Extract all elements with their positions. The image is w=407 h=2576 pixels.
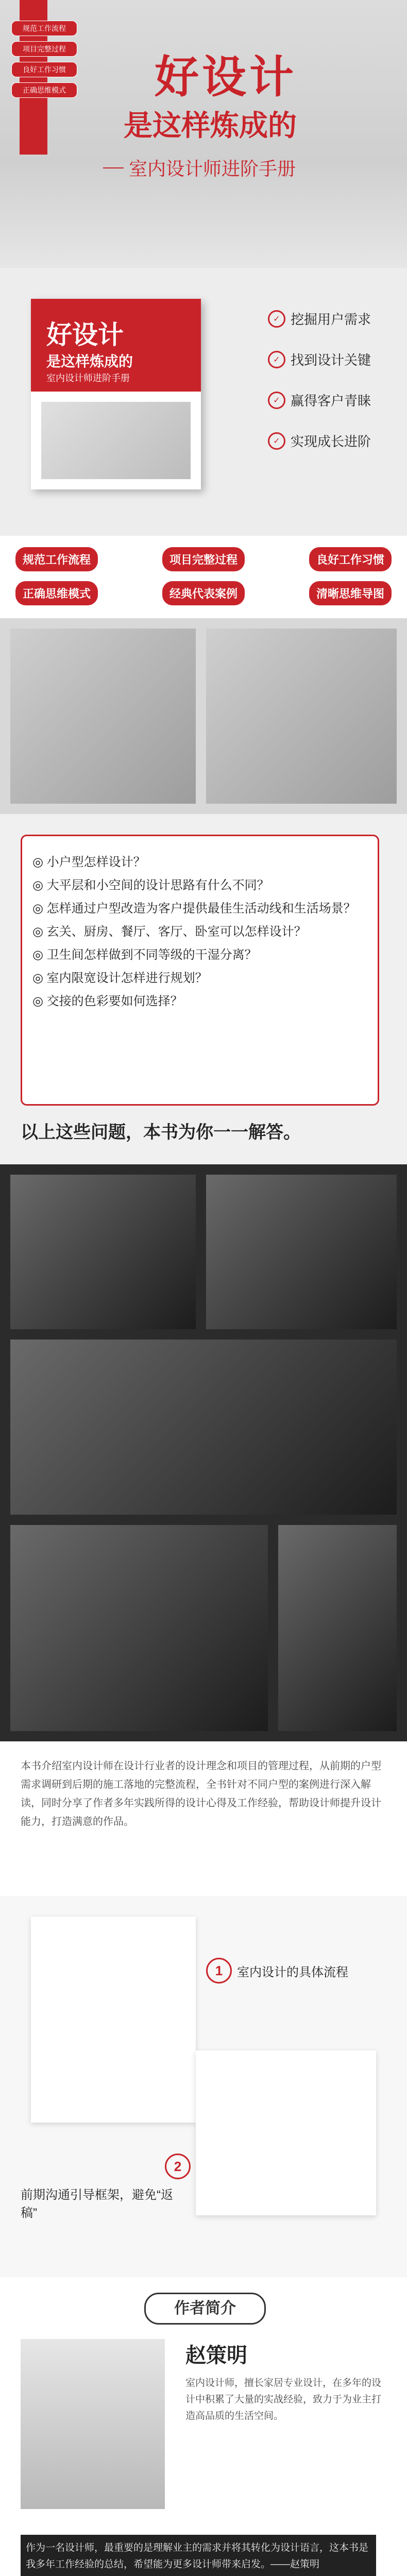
- flow-label: 室内设计的具体流程: [237, 1965, 348, 1979]
- author-name: 赵策明: [185, 2344, 247, 2367]
- qa-item: ◎ 卫生间怎样做到不同等级的干湿分离？: [32, 948, 257, 962]
- feature-item: [268, 431, 371, 450]
- interior-image: [10, 629, 196, 804]
- qa-section: [0, 814, 407, 1164]
- feature-item: [268, 309, 371, 328]
- author-section: [0, 2277, 407, 2576]
- check-icon: ✓: [268, 432, 285, 450]
- hero-section: [0, 0, 407, 268]
- hero-subtitle: 是这样炼成的: [124, 110, 297, 142]
- room-image: [10, 1175, 196, 1329]
- cover-series: 室内设计师进阶手册: [46, 373, 130, 383]
- interior-section: [0, 618, 407, 814]
- qa-item: ◎ 玄关、厨房、餐厅、客厅、卧室可以怎样设计？: [32, 925, 307, 939]
- flowchart-card: [31, 1917, 196, 2123]
- hero-tags: [11, 21, 89, 103]
- pill-tag: 经典代表案例: [162, 581, 245, 605]
- intro-section: [0, 1741, 407, 1896]
- author-quote: 作为一名设计师，最重要的是理解业主的需求并将其转化为设计语言，这本书是我多年工作经验的总结，希望能为更多设计师带来启发。——赵策明: [21, 2535, 376, 2576]
- mindmap-card: [196, 2050, 376, 2215]
- feature-item: [268, 350, 371, 369]
- qa-item: ◎ 室内限宽设计怎样进行规划？: [32, 971, 208, 985]
- room-image: [206, 1175, 397, 1329]
- book-cover: [31, 299, 201, 489]
- qa-item: ◎ 交接的色彩要如何选择？: [32, 994, 183, 1008]
- feature-item: [268, 391, 371, 410]
- hero-tag: 正确思维模式: [11, 82, 77, 98]
- interior-image: [206, 629, 397, 804]
- feature-label: 实现成长进阶: [291, 434, 371, 449]
- qa-item: ◎ 大平层和小空间的设计思路有什么不同？: [32, 878, 269, 892]
- feature-label: 赢得客户青睐: [291, 393, 371, 409]
- pill-ribbon: [0, 536, 407, 618]
- pill-row-1: [15, 547, 392, 571]
- cover-photo: [41, 402, 191, 479]
- step-number: 2: [165, 2154, 191, 2179]
- cover-title: 好设计: [46, 320, 124, 349]
- qa-item: ◎ 怎样通过户型改造为客户提供最佳生活动线和生活场景？: [32, 902, 356, 916]
- hero-divider: [103, 167, 124, 168]
- cover-subtitle: 是这样炼成的: [46, 353, 133, 369]
- rooms-section: [0, 1164, 407, 1741]
- hero-book-name: 室内设计师进阶手册: [129, 159, 296, 179]
- flow-label: 前期沟通引导框架，避免“返稿”: [21, 2188, 173, 2220]
- intro-text: 本书介绍室内设计师在设计行业者的设计理念和项目的管理过程，从前期的户型需求调研到后期的施工落地的完整流程，全书针对不同户型的案例进行深入解读，同时分享了作者多年实践所得的设计心得及工作经验，帮助设计师提升设计能力，打造满意的作品。: [21, 1760, 381, 1827]
- pill-tag: 项目完整过程: [162, 547, 245, 571]
- pill-tag: 规范工作流程: [15, 547, 98, 571]
- check-icon: ✓: [268, 310, 285, 328]
- author-photo: [21, 2339, 165, 2509]
- check-icon: ✓: [268, 392, 285, 409]
- flow-section: [0, 1896, 407, 2277]
- hero-title: 好设计: [155, 53, 297, 102]
- pill-tag: 正确思维模式: [15, 581, 98, 605]
- pill-tag: 清晰思维导图: [309, 581, 392, 605]
- author-heading: 作者简介: [144, 2293, 266, 2325]
- room-image: [10, 1340, 397, 1515]
- room-image: [10, 1525, 268, 1731]
- pill-row-2: [15, 581, 392, 605]
- check-icon: ✓: [268, 351, 285, 368]
- feature-list: [268, 309, 371, 472]
- qa-frame: [21, 835, 379, 1106]
- book-section: [0, 268, 407, 536]
- hero-tag: 良好工作习惯: [11, 62, 77, 77]
- author-bio: 室内设计师，擅长家居专业设计，在多年的设计中积累了大量的实战经验，致力于为业主打造高品质的生活空间。: [185, 2378, 382, 2421]
- feature-label: 找到设计关键: [291, 352, 371, 368]
- feature-label: 挖掘用户需求: [291, 312, 371, 327]
- step-number: 1: [206, 1958, 232, 1984]
- qa-item: ◎ 小户型怎样设计？: [32, 855, 146, 869]
- qa-conclusion: 以上这些问题，本书为你一一解答。: [21, 1123, 301, 1142]
- pill-tag: 良好工作习惯: [309, 547, 392, 571]
- hero-tag: 规范工作流程: [11, 21, 77, 36]
- hero-tag: 项目完整过程: [11, 41, 77, 57]
- room-image: [278, 1525, 397, 1731]
